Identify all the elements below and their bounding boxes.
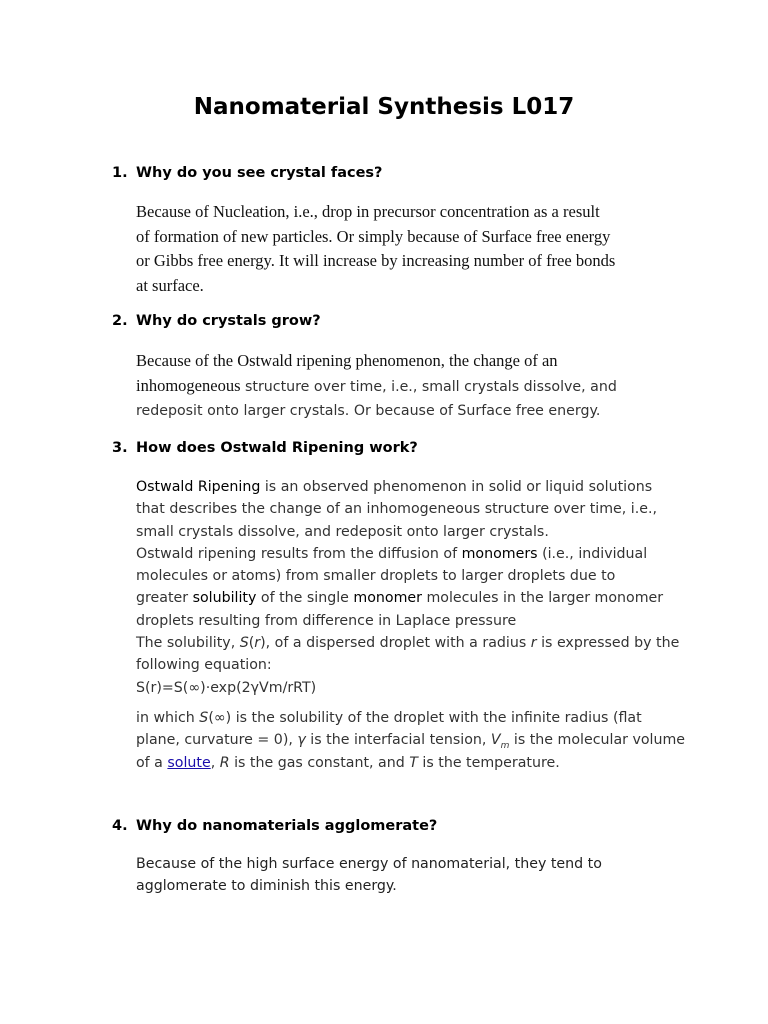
answer-line: molecules or atoms) from smaller droplets to larger droplets due to [136,568,616,585]
answer-3 [136,476,696,774]
answer-2 [136,349,696,424]
answer-fragment: is the molecular volume [509,732,686,749]
symbol-r: r [530,635,537,652]
answer-fragment: structure over time, i.e., small crystals dissolve, and [240,378,617,395]
answer-line: Because of the Ostwald ripening phenomenon, the change of an [136,351,558,370]
answer-fragment: in which [136,709,200,726]
answer-line [136,729,696,751]
answer-line: or Gibbs free energy. It will increase by increasing number of free bonds [136,251,616,270]
answer-fragment: The solubility, [136,635,240,652]
answer-1 [136,200,696,298]
answer-line [136,707,696,729]
question-4 [112,818,437,834]
answer-fragment: is the gas constant, and [229,754,410,771]
answer-line: at surface. [136,275,204,295]
term-ostwald-ripening: Ostwald Ripening [136,479,261,495]
answer-line: Because of Nucleation, i.e., drop in precursor concentration as a result [136,202,600,221]
answer-fragment: , [210,754,220,771]
question-number: 2. [112,313,128,329]
answer-fragment: plane, curvature = 0), [136,732,298,749]
question-text: Why do nanomaterials agglomerate? [136,818,438,834]
term-monomers: monomers [461,545,538,562]
symbol-r-capital: R [219,754,230,771]
answer-line: that describes the change of an inhomogeneous structure over time, i.e., [136,501,658,518]
answer-fragment: of a [136,754,168,771]
answer-fragment: greater [136,590,193,607]
answer-line: Because of the high surface energy of nanomaterial, they tend to [136,856,602,872]
question-number: 4. [112,818,128,834]
answer-line: following equation: [136,657,272,674]
answer-line: droplets resulting from difference in Laplace pressure [136,612,517,629]
symbol-m-subscript: m [500,741,510,752]
question-3 [112,440,418,456]
term-monomer: monomer [353,590,422,607]
answer-fragment: is expressed by the [536,635,680,652]
answer-line: of formation of new particles. Or simply because of Surface free energy [136,226,611,246]
answer-fragment: is an observed phenomenon in solid or liquid solutions [260,479,653,495]
question-2 [112,313,321,329]
answer-fragment: is the interfacial tension, [305,732,491,749]
term-solubility: solubility [192,590,257,607]
answer-line [136,632,696,654]
answer-fragment: is the temperature. [417,754,560,771]
question-number: 3. [112,440,128,456]
question-text: Why do you see crystal faces? [136,165,383,181]
question-text: Why do crystals grow? [136,313,321,329]
answer-fragment: Ostwald ripening results from the diffusion of [136,545,462,562]
question-number: 1. [112,165,128,181]
answer-line [136,752,696,774]
solute-link[interactable]: solute [167,754,211,771]
answer-fragment: ( [248,635,255,652]
question-text: How does Ostwald Ripening work? [136,440,418,456]
symbol-s: S [239,635,249,652]
answer-fragment: ), of a dispersed droplet with a radius [260,635,531,652]
symbol-gamma: γ [297,732,306,749]
symbol-t: T [409,754,418,771]
equation: S(r)=S(∞)·exp(2γVm/rRT) [136,679,317,696]
answer-fragment: of the single [256,590,354,607]
answer-line: redeposit onto larger crystals. Or because of Surface free energy. [136,403,601,419]
answer-4 [136,853,696,898]
answer-fragment: (∞) is the solubility of the droplet with the infinite radius (flat [208,709,642,726]
answer-line [136,587,696,609]
answer-fragment: (i.e., individual [537,545,648,562]
symbol-v: V [490,732,501,749]
answer-line: small crystals dissolve, and redeposit onto larger crystals. [136,523,549,540]
answer-fragment: inhomogeneous [136,375,241,395]
answer-fragment: molecules in the larger monomer [421,590,664,607]
question-1 [112,165,382,181]
answer-line [136,476,696,498]
answer-line [136,543,696,565]
answer-line [136,374,696,400]
document-title: Nanomaterial Synthesis L017 [193,94,575,120]
symbol-r: r [254,635,261,652]
answer-line: agglomerate to diminish this energy. [136,878,397,895]
symbol-s: S [199,709,209,726]
